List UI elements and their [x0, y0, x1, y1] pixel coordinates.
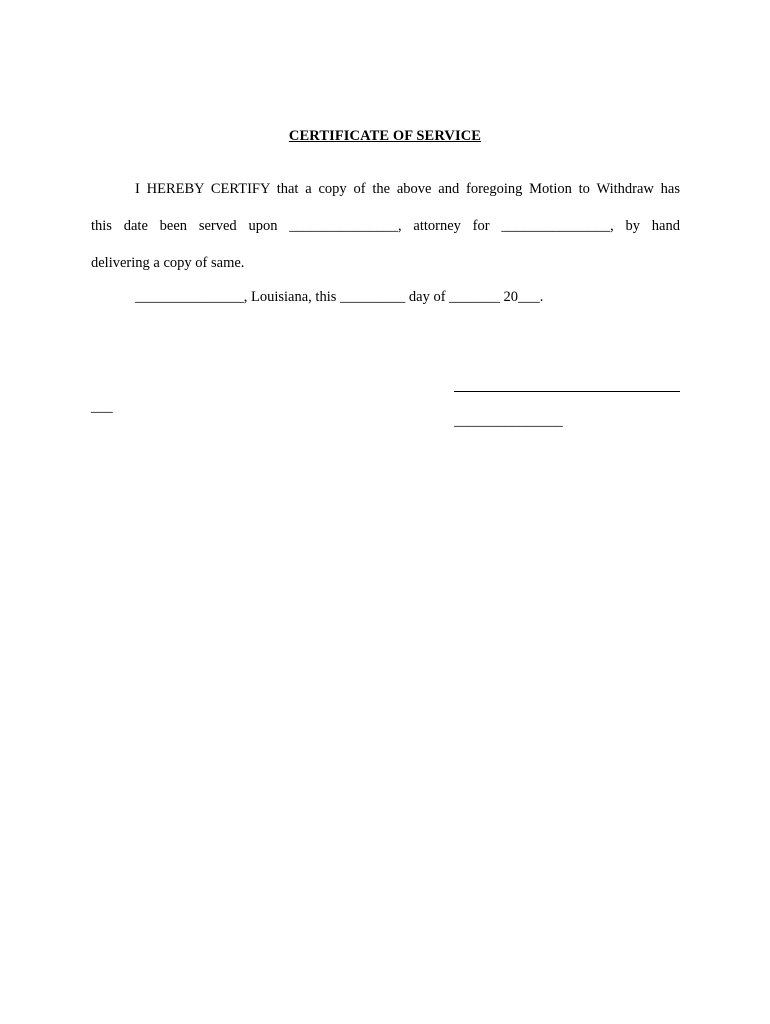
- left-blank: ___: [91, 399, 113, 415]
- signature-name-blank: _______________: [454, 413, 563, 429]
- certification-line-3: delivering a copy of same.: [91, 255, 245, 271]
- certification-line-1: I HEREBY CERTIFY that a copy of the above and foregoing Motion to Withdraw has: [135, 181, 680, 197]
- document-title: CERTIFICATE OF SERVICE: [288, 128, 482, 144]
- signature-line: [454, 391, 680, 392]
- certification-line-2: this date been served upon _______________, attorney for _______________, by hand: [91, 218, 680, 234]
- location-date-line: _______________, Louisiana, this _________ day of _______ 20___.: [135, 289, 544, 305]
